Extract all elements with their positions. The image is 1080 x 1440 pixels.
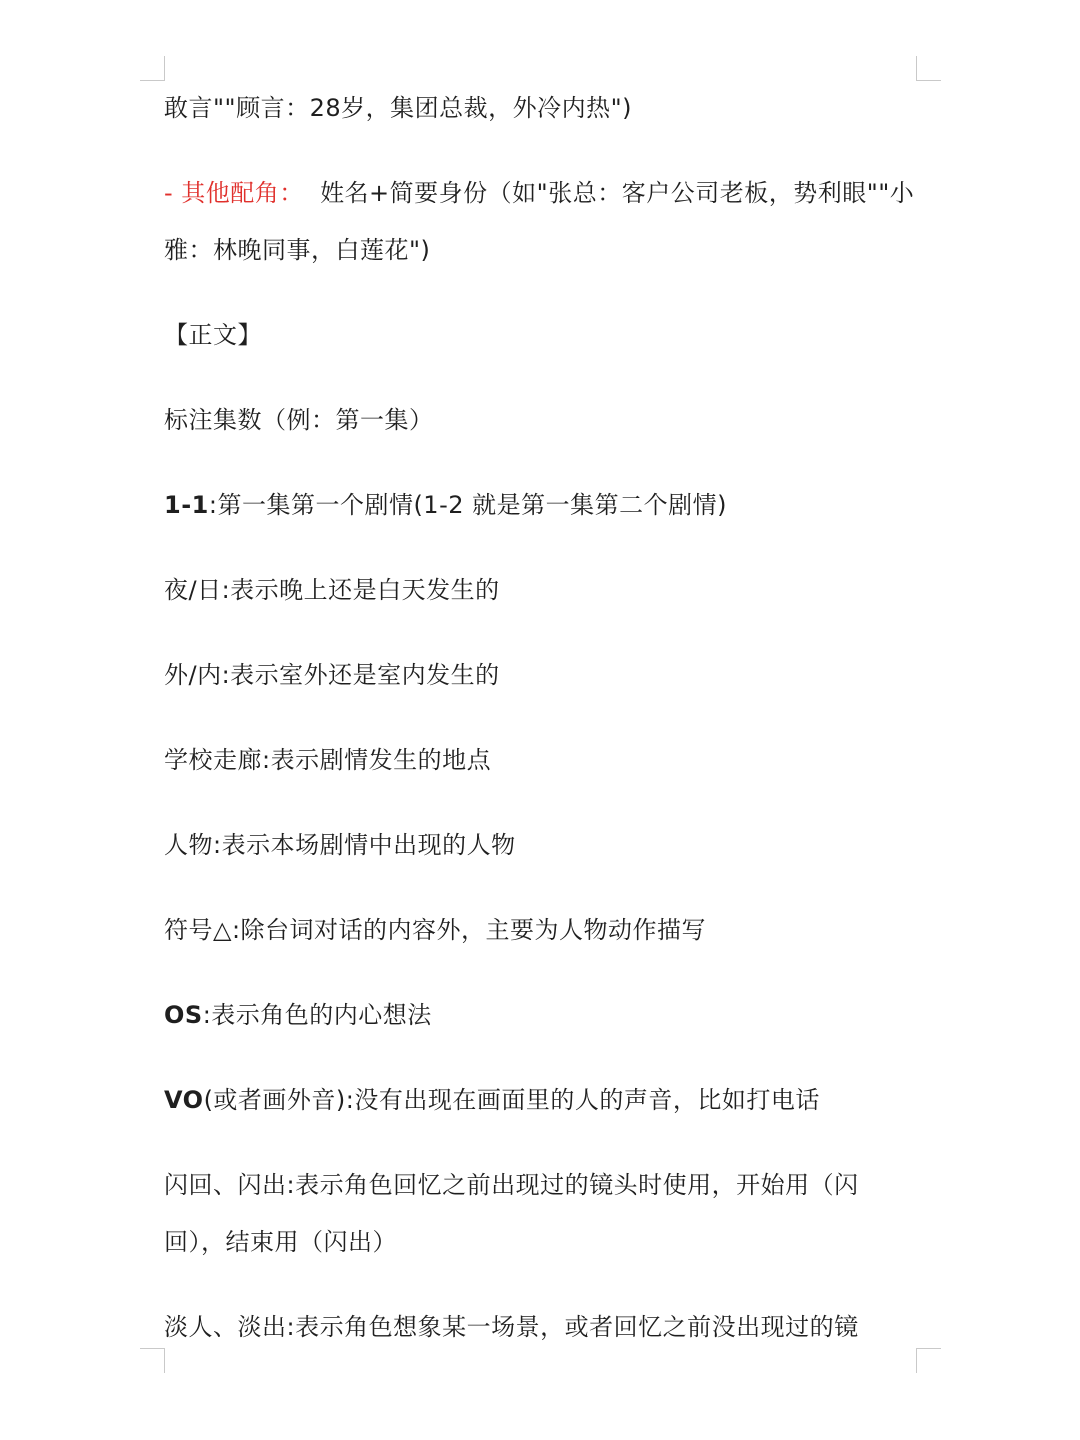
text: 外/内:表示室外还是室内发生的 — [164, 661, 500, 689]
vo-term: VO — [164, 1086, 204, 1114]
scene-number-term: 1-1 — [164, 491, 209, 519]
scene-number-desc: :第一集第一个剧情(1-2 就是第一集第二个剧情) — [208, 491, 727, 519]
paragraph-os — [164, 987, 920, 1044]
text: 【正文】 — [164, 321, 262, 349]
text: 人物:表示本场剧情中出现的人物 — [164, 831, 516, 859]
text: 学校走廊:表示剧情发生的地点 — [164, 746, 492, 774]
supporting-roles-label: - 其他配角： — [164, 179, 304, 207]
crop-mark-top-right — [916, 56, 941, 81]
paragraph-triangle-symbol — [164, 902, 920, 959]
section-heading-main-text — [164, 307, 920, 364]
os-term: OS — [164, 1001, 203, 1029]
paragraph-ext-int — [164, 647, 920, 704]
supporting-roles-text: 姓名+简要身份（如"张总：客户公司老板，势利眼""小雅：林晚同事，白莲花") — [164, 179, 915, 264]
paragraph-episode-label — [164, 392, 920, 449]
document-body — [164, 80, 920, 1360]
paragraph-supporting-roles — [164, 165, 920, 279]
paragraph-male-lead-tail — [164, 80, 920, 137]
crop-mark-bottom-left — [140, 1348, 165, 1373]
os-desc: :表示角色的内心想法 — [202, 1001, 432, 1029]
text: 标注集数（例：第一集） — [164, 406, 434, 434]
paragraph-location — [164, 732, 920, 789]
crop-mark-top-left — [140, 56, 165, 81]
text: 夜/日:表示晚上还是白天发生的 — [164, 576, 500, 604]
text: 符号△:除台词对话的内容外，主要为人物动作描写 — [164, 916, 707, 944]
vo-desc: (或者画外音):没有出现在画面里的人的声音，比如打电话 — [203, 1086, 820, 1114]
text: 淡人、淡出:表示角色想象某一场景，或者回忆之前没出现过的镜 — [164, 1313, 859, 1341]
paragraph-day-night — [164, 562, 920, 619]
text: 闪回、闪出:表示角色回忆之前出现过的镜头时使用，开始用（闪回），结束用（闪出） — [164, 1171, 859, 1256]
paragraph-characters — [164, 817, 920, 874]
paragraph-scene-number — [164, 477, 920, 534]
text: 敢言""顾言：28岁，集团总裁，外冷内热") — [164, 94, 633, 122]
paragraph-fade — [164, 1299, 920, 1356]
paragraph-flashback — [164, 1157, 920, 1271]
paragraph-vo — [164, 1072, 920, 1129]
